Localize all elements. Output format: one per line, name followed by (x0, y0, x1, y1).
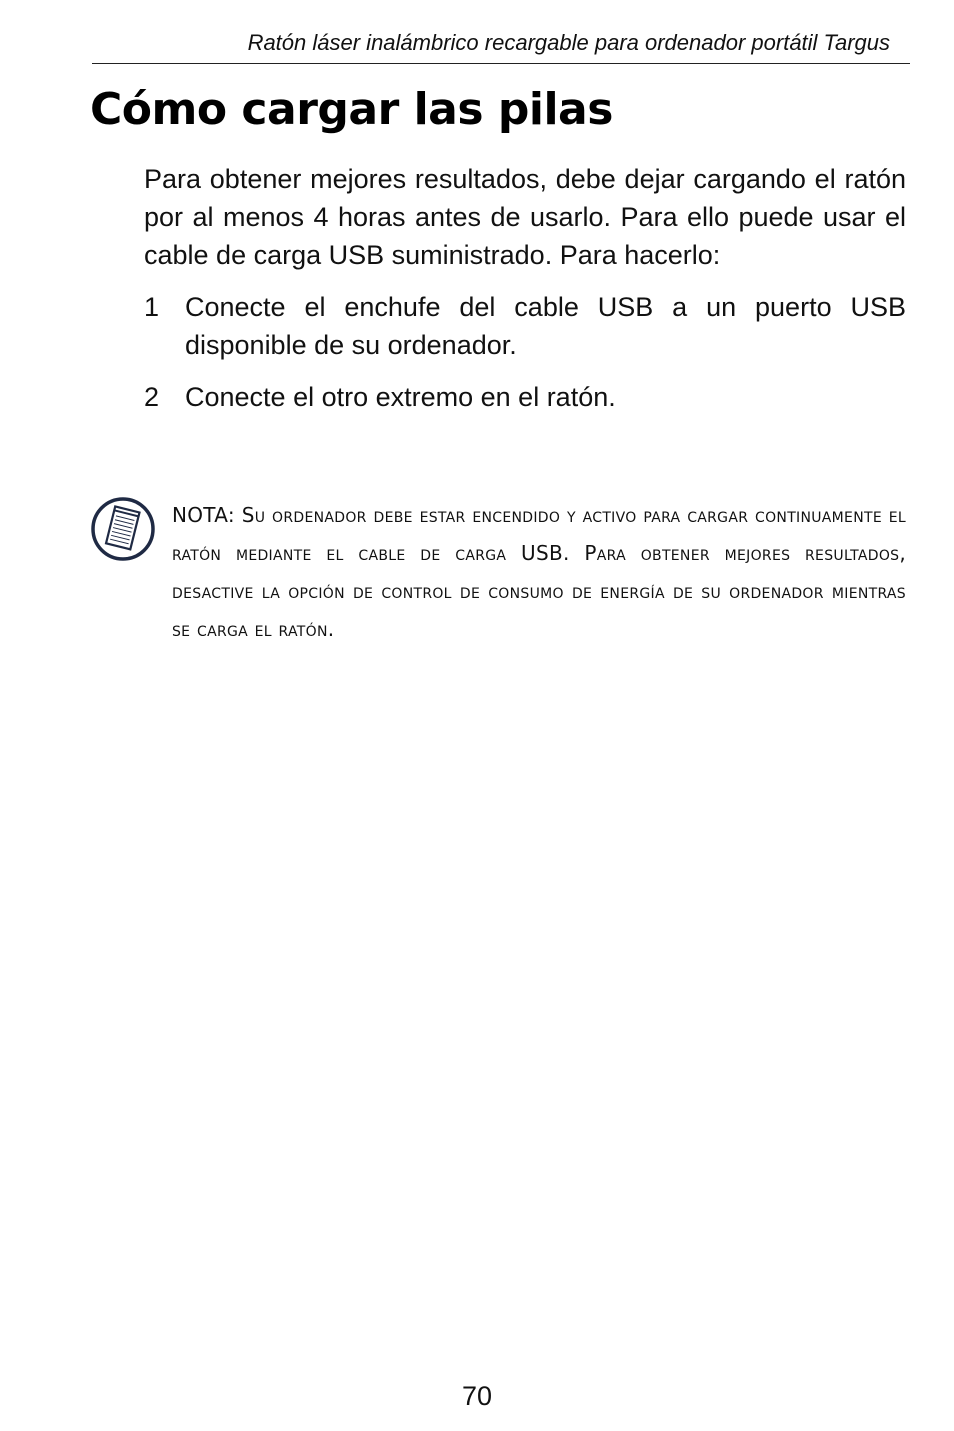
step-number: 2 (144, 382, 160, 412)
list-item (144, 288, 906, 364)
intro-paragraph: Para obtener mejores resultados, debe dejar cargando el ratón por al menos 4 horas antes de usarlo. Para ello puede usar el cable de carga USB suministrado. Para hacerlo: (144, 164, 906, 270)
steps-list (144, 288, 906, 416)
step-number: 1 (144, 292, 160, 322)
step-text: Conecte el otro extremo en el ratón. (185, 382, 616, 412)
notepad-icon (90, 496, 156, 562)
note-text: NOTA: Su ordenador debe estar encendido y activo para cargar continuamente el ratón mediante el cable de carga USB. Para obtener mejores resultados, desactive la opción de control de consumo de energía de su ordenador mientras se carga el ratón. (172, 503, 906, 641)
running-header-text: Ratón láser inalámbrico recargable para ordenador portátil Targus (247, 30, 890, 55)
list-item (144, 378, 906, 416)
page-title: Cómo cargar las pilas (90, 84, 613, 135)
section-body (144, 160, 906, 430)
step-text: Conecte el enchufe del cable USB a un puerto USB disponible de su ordenador. (185, 292, 906, 360)
page-number: 70 (461, 1381, 493, 1411)
running-header (92, 28, 910, 64)
